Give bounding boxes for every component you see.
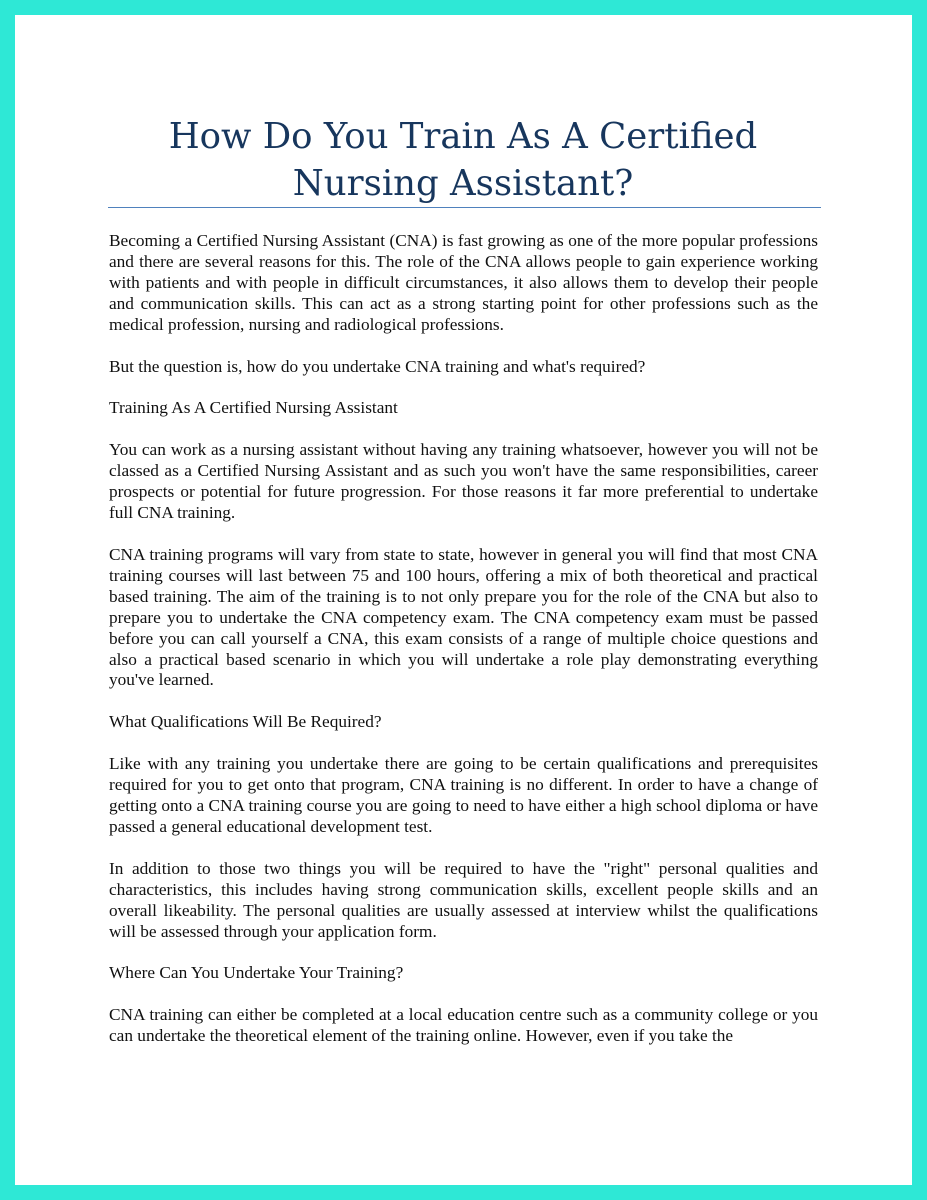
paragraph-training-programs: CNA training programs will vary from state to state, however in general you will find that most CNA training courses will last between 75 and 100 hours, offering a mix of both theoretical and practical based training. The aim of the training is to not only prepare you for the role of the CNA but also to prepare you to undertake the CNA competency exam. The CNA competency exam must be passed before you can call yourself a CNA, this exam consists of a range of multiple choice questions and also a practical based scenario in which you will undertake a role play demonstrating everything you've learned. xyxy=(109,544,818,690)
document-body xyxy=(109,231,818,1068)
heading-where: Where Can You Undertake Your Training? xyxy=(109,963,404,983)
paragraph-qualifications: Like with any training you undertake there are going to be certain qualifications and prerequisites required for you to get onto that program, CNA training is no different. In order to have a change of getting onto a CNA training course you are going to need to have either a high school diploma or have passed a general educational development test. xyxy=(109,754,818,836)
heading-training: Training As A Certified Nursing Assistant xyxy=(109,398,398,418)
heading-qualifications: What Qualifications Will Be Required? xyxy=(109,712,382,732)
page-title: How Do You Train As A Certified Nursing Assistant? xyxy=(168,116,758,204)
paragraph-question: But the question is, how do you undertake CNA training and what's required? xyxy=(109,356,646,376)
title-divider xyxy=(108,207,821,208)
paragraph-where-training: CNA training can either be completed at a local education centre such as a community college or you can undertake the theoretical element of the training online. However, even if you take the xyxy=(109,1005,818,1046)
paragraph-training-intro: You can work as a nursing assistant without having any training whatsoever, however you will not be classed as a Certified Nursing Assistant and as such you won't have the same responsibilities, career prospects or potential for future progression. For those reasons it far more preferential to undertake full CNA training. xyxy=(109,440,818,523)
paragraph-intro: Becoming a Certified Nursing Assistant (CNA) is fast growing as one of the more popular professions and there are several reasons for this. The role of the CNA allows people to gain experience working with patients and with people in difficult circumstances, it also allows them to develop their people and communication skills. This can act as a strong starting point for other professions such as the medical profession, nursing and radiological professions. xyxy=(109,231,818,334)
document-page xyxy=(15,15,912,1185)
paragraph-personal-qualities: In addition to those two things you will be required to have the "right" personal qualities and characteristics, this includes having strong communication skills, excellent people skills and an overall likeability. The personal qualities are usually assessed at interview whilst the qualifications will be assessed through your application form. xyxy=(109,858,818,941)
